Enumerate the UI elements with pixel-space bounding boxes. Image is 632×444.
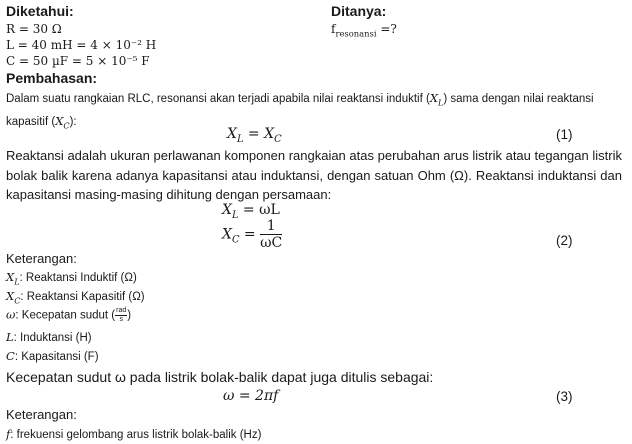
paragraph-angular-velocity: Kecepatan sudut ω pada listrik bolak-balik dapat juga ditulis sebagai: <box>6 369 434 385</box>
p1-part-c: ): <box>69 116 77 129</box>
equation-1: $X_L = X_C$ <box>227 126 282 145</box>
equation-2b: $X_C$ = $\frac{1}{\omega C}$ <box>222 218 283 251</box>
discussion-heading: Pembahasan: <box>6 70 98 86</box>
given-inductance: L = 40 mH = 4 × 10⁻² H <box>6 38 157 52</box>
given-capacitance: C = 50 µF = 5 × 10⁻⁵ F <box>6 54 150 68</box>
p1-part-b: ) sama dengan nilai reaktansi kapasitif ( <box>6 93 594 129</box>
legend-2-heading: Keterangan: <box>6 407 77 422</box>
legend-xc: $X_C$: Reaktansi Kapasitif (Ω) <box>6 289 145 306</box>
equation-3-number: (3) <box>556 389 573 404</box>
legend-1-heading: Keterangan: <box>6 251 77 266</box>
p1-xc: $X_C$ <box>55 114 70 131</box>
legend-xl: $X_L$: Reaktansi Induktif (Ω) <box>6 270 137 287</box>
paragraph-reactance: Reaktansi adalah ukuran perlawanan komponen rangkaian atas perubahan arus listrik atau tegangan listrik bolak balik karena adanya kapasitansi atau induktansi, dengan satuan Ohm (Ω). Reaktansi induktansi dan kapasitansi masing-masing dihitung dengan persamaan: <box>6 148 622 202</box>
paragraph-resonance <box>6 89 622 136</box>
asked-f-tail: =? <box>376 22 397 36</box>
asked-heading: Ditanya: <box>331 3 387 19</box>
p1-xl: $X_L$ <box>429 91 444 108</box>
legend-omega: ω: Kecepatan sudut ( rad s ) <box>6 307 132 323</box>
asked-frequency <box>331 22 397 38</box>
given-heading: Diketahui: <box>6 3 74 19</box>
legend-inductance: L: Induktansi (H) <box>6 330 92 344</box>
equation-1-number: (1) <box>556 127 573 142</box>
given-resistance: R = 30 Ω <box>6 22 62 36</box>
equation-2a: $X_L = \omega L$ <box>222 202 280 221</box>
p1-part-a: Dalam suatu rangkaian RLC, resonansi akan terjadi apabila nilai reaktansi induktif ( <box>6 93 430 105</box>
asked-f-symbol: f <box>331 22 336 36</box>
equation-3: ω = 2πf <box>223 388 279 404</box>
legend-capacitance: C: Kapasitansi (F) <box>6 349 99 363</box>
asked-f-sub: resonansi <box>335 28 377 39</box>
legend-frequency: f: frekuensi gelombang arus listrik bolak-balik (Hz) <box>6 427 262 441</box>
equation-2-number: (2) <box>556 233 573 248</box>
